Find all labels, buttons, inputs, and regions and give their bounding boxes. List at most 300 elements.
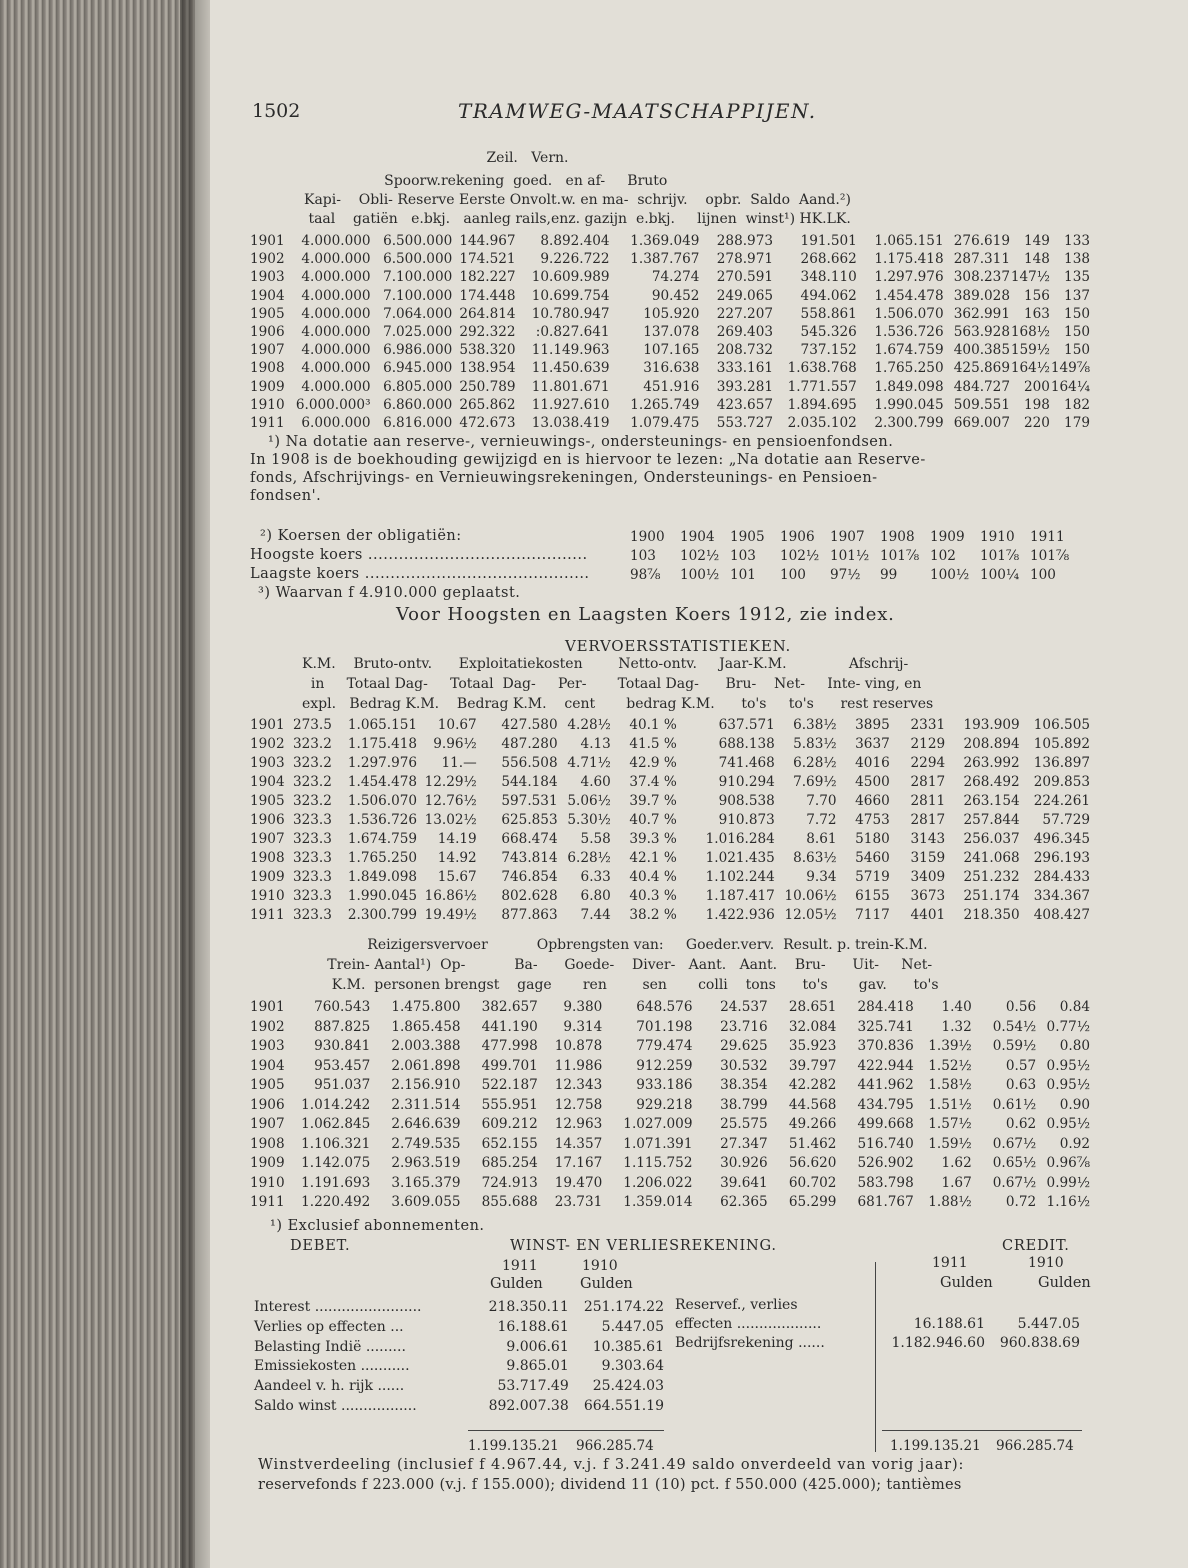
vervoer-row-cell: 1.016.284: [705, 831, 775, 847]
debit-row-cell: 10.385.61: [592, 1338, 664, 1355]
credit-total-b: 966.285.74: [996, 1438, 1074, 1454]
vervoer-row-cell: 257.844: [963, 812, 1020, 828]
capital-header-2: Spoorw.rekening goed. en af- Bruto: [304, 173, 668, 189]
reiziger-row-cell: 29.625: [720, 1038, 768, 1054]
capital-row-cell: 484.727: [953, 378, 1010, 395]
capital-row-cell: 174.521: [459, 251, 516, 268]
capital-row-cell: 7.025.000: [383, 324, 453, 341]
capital-row-cell: 8.892.404: [540, 233, 610, 249]
debit-row-cell: Aandeel v. h. rijk ......: [254, 1378, 405, 1395]
capital-row-cell: 6.986.000: [383, 342, 453, 359]
vervoer-row-cell: 2294: [910, 755, 946, 771]
capital-row-cell: 168½: [1010, 324, 1050, 341]
reiziger-row-cell: 0.57: [1005, 1057, 1037, 1074]
debit-row-cell: 25.424.03: [592, 1378, 664, 1395]
reiziger-header-3: K.M. personen brengst gage ren sen colli tons to's gav. to's: [305, 977, 939, 993]
capital-row: [250, 341, 1090, 359]
reiziger-row-cell: 1910: [250, 1174, 285, 1191]
debit-row-cell: 9.006.61: [506, 1338, 569, 1355]
vervoer-row-cell: 1.065.151: [347, 717, 418, 733]
reiziger-row-cell: 32.084: [788, 1018, 837, 1035]
capital-row-cell: 6.500.000: [383, 251, 453, 268]
reiziger-row-cell: 49.266: [788, 1116, 837, 1132]
reiziger-row-cell: 930.841: [314, 1038, 371, 1054]
capital-row-cell: 287.311: [953, 251, 1010, 268]
vervoer-header-3: expl. Bedrag K.M. Bedrag K.M. cent bedrag K.M. to's to's rest reserves: [302, 696, 934, 712]
vervoer-row-cell: 105.892: [1033, 736, 1090, 752]
capital-row-cell: 150: [1064, 324, 1090, 341]
vervoer-row-cell: 2.300.799: [347, 907, 418, 923]
capital-row-cell: 4.000.000: [301, 378, 371, 395]
capital-row-cell: 264.814: [459, 305, 516, 322]
reiziger-row-cell: 10.878: [554, 1038, 603, 1054]
vervoer-row-cell: 42.1 %: [629, 850, 677, 866]
note-1-line-2: In 1908 is de boekhouding gewijzigd en is hiervoor te lezen: „Na dotatie aan Reserve-: [250, 452, 926, 468]
reiziger-row-cell: 0.90: [1059, 1096, 1090, 1113]
reiziger-row-cell: 929.218: [636, 1096, 693, 1113]
capital-row-cell: 494.062: [800, 287, 857, 304]
reiziger-row-cell: 1.32: [941, 1018, 972, 1035]
vervoer-row-cell: 7117: [855, 907, 890, 923]
reiziger-row-cell: 779.474: [636, 1038, 693, 1054]
capital-row-cell: 150: [1064, 305, 1090, 322]
book-spine: [0, 0, 195, 1568]
reiziger-header-1: Reizigersvervoer Opbrengsten van: Goeder.verv. Result. p. trein-K.M.: [305, 937, 928, 953]
low-label: Laagste koers ............................................: [250, 566, 590, 582]
capital-row-cell: 220: [1024, 415, 1050, 432]
vervoer-row-cell: 251.232: [963, 869, 1020, 885]
vervoer-row-cell: 11.—: [441, 755, 477, 771]
reiziger-row: [250, 1135, 1090, 1155]
credit-row-cell: [885, 1296, 985, 1315]
capital-row-cell: 400.385: [953, 342, 1010, 359]
reiziger-row-cell: 25.575: [720, 1116, 768, 1132]
capital-row-cell: 2.300.799: [874, 415, 944, 432]
debit-row-cell: 16.188.61: [497, 1318, 569, 1335]
debit-row-cell: 892.007.38: [488, 1397, 569, 1414]
capital-row: [250, 323, 1090, 341]
koers-cell: 100½: [930, 567, 970, 583]
koers-cell: 103: [630, 548, 656, 564]
reiziger-row-cell: 30.532: [720, 1057, 768, 1074]
reiziger-row-cell: 1.359.014: [623, 1194, 693, 1210]
vervoer-row-cell: 14.19: [437, 831, 477, 847]
reiziger-row-cell: 56.620: [788, 1155, 837, 1171]
capital-row-cell: 208.732: [716, 342, 773, 359]
vervoer-row-cell: 40.1 %: [629, 717, 677, 733]
capital-row-cell: 138: [1064, 251, 1090, 268]
capital-row-cell: 11.149.963: [531, 342, 610, 359]
capital-row-cell: 6.000.000³: [295, 396, 371, 413]
capital-row-cell: 1.454.478: [874, 287, 944, 304]
high-label: Hoogste koers ...........................................: [250, 547, 588, 563]
koers-cell: 101: [730, 567, 756, 583]
note-1-line-4: fondsen'.: [250, 488, 322, 504]
capital-row-cell: 1911: [250, 415, 285, 432]
capital-row: [250, 414, 1090, 432]
vervoer-row: [250, 811, 1090, 830]
vervoer-row-cell: 556.508: [501, 755, 558, 771]
capital-row-cell: 1.771.557: [787, 378, 857, 395]
reiziger-row-cell: 422.944: [857, 1057, 914, 1074]
debit-row-cell: 9.865.01: [506, 1358, 569, 1375]
vervoer-row: [250, 887, 1090, 906]
reiziger-row-cell: 65.299: [788, 1194, 837, 1210]
vervoer-row-cell: 746.854: [501, 869, 558, 885]
capital-row: [250, 250, 1090, 268]
koers-cell: 1904: [680, 529, 715, 545]
debit-total-a: 1.199.135.21: [468, 1438, 559, 1454]
debit-row-cell: Belasting Indië .........: [254, 1338, 406, 1355]
capital-header-1: Zeil. Vern.: [304, 150, 569, 166]
vervoer-row-cell: 273.5: [292, 717, 332, 733]
reiziger-row-cell: 1911: [250, 1194, 285, 1210]
reiziger-row-cell: 441.190: [481, 1018, 538, 1035]
reiziger-row-cell: 648.576: [636, 999, 693, 1015]
reiziger-row-cell: 1.40: [941, 999, 972, 1015]
debit-row-cell: 251.174.22: [583, 1299, 664, 1315]
vervoer-row-cell: 427.580: [501, 717, 558, 733]
vervoer-row-cell: 4.60: [580, 774, 611, 790]
vervoer-row-cell: 408.427: [1033, 907, 1090, 923]
capital-row: [250, 268, 1090, 286]
vervoer-row-cell: 4500: [855, 774, 890, 790]
capital-row-cell: 276.619: [953, 233, 1010, 249]
vervoer-row-cell: 57.729: [1042, 812, 1090, 828]
vervoer-row-cell: 3895: [855, 717, 890, 733]
koers-cell: 97½: [830, 567, 861, 583]
reiziger-row-cell: 1.52½: [928, 1057, 972, 1074]
vervoer-row: [250, 830, 1090, 849]
reiziger-row-cell: 1906: [250, 1096, 285, 1113]
vervoer-row-cell: 40.3 %: [629, 888, 677, 904]
reiziger-row-cell: 284.418: [857, 999, 914, 1015]
capital-row-cell: 7.100.000: [383, 287, 453, 304]
capital-row-cell: 174.448: [459, 287, 516, 304]
capital-row-cell: 423.657: [716, 396, 773, 413]
capital-row-cell: 278.971: [716, 251, 773, 268]
reiziger-row-cell: 9.314: [563, 1018, 603, 1035]
koers-cell: 103: [730, 548, 756, 564]
vervoer-header-2: in Totaal Dag- Totaal Dag- Per- Totaal Dag- Bru- Net- Inte- ving, en: [302, 676, 922, 692]
capital-row-cell: 1905: [250, 305, 285, 322]
capital-row-cell: 563.928: [953, 324, 1010, 341]
capital-row-cell: 179: [1064, 415, 1090, 432]
vervoer-row-cell: 323.3: [292, 869, 332, 885]
capital-row-cell: 6.000.000: [301, 415, 371, 432]
reiziger-row: [250, 1154, 1090, 1174]
reiziger-row-cell: 724.913: [481, 1174, 538, 1191]
vervoer-row: [250, 773, 1090, 792]
capital-row-cell: 159½: [1010, 342, 1050, 359]
reiziger-row-cell: 0.72: [1005, 1194, 1037, 1210]
debit-row-cell: 9.303.64: [601, 1358, 664, 1375]
reiziger-row-cell: 0.67½: [992, 1135, 1037, 1152]
vervoer-row-cell: 1.021.435: [705, 850, 775, 866]
vervoer-row-cell: 4401: [910, 907, 946, 923]
koers-cell: 102: [930, 548, 956, 564]
credit-row-cell: 16.188.61: [913, 1316, 985, 1332]
closing-line-2: reservefonds f 223.000 (v.j. f 155.000); dividend 11 (10) pct. f 550.000 (425.000); tantièmes: [258, 1477, 962, 1493]
capital-row-cell: 669.007: [953, 415, 1010, 432]
capital-row-cell: 1.765.250: [874, 360, 944, 377]
vervoer-row-cell: 4.13: [580, 736, 611, 752]
vervoer-row-cell: 323.3: [292, 888, 332, 904]
reiziger-row-cell: 1.206.022: [623, 1174, 693, 1191]
debit-row-cell: 53.717.49: [497, 1378, 569, 1395]
reiziger-row-cell: 2.749.535: [391, 1135, 461, 1152]
reiziger-row-cell: 0.96⅞: [1046, 1155, 1090, 1171]
capital-row-cell: 545.326: [800, 324, 857, 341]
reiziger-row: [250, 1174, 1090, 1194]
credit-row: [675, 1315, 1080, 1334]
page-number: 1502: [252, 100, 301, 122]
vervoer-row-cell: 323.3: [292, 812, 332, 828]
vervoer-row-cell: 106.505: [1033, 717, 1090, 733]
vervoer-row-cell: 5460: [855, 850, 890, 866]
capital-row-cell: 4.000.000: [301, 342, 371, 359]
vervoer-row-cell: 41.5 %: [629, 736, 677, 752]
reiziger-row-cell: 11.986: [554, 1057, 603, 1074]
reiziger-row-cell: 44.568: [788, 1096, 837, 1113]
vervoer-row-cell: 1.422.936: [705, 907, 775, 923]
koers-cell: 1906: [780, 529, 815, 545]
vervoer-row-cell: 296.193: [1033, 850, 1090, 866]
capital-row-cell: 7.064.000: [383, 305, 453, 322]
vervoer-row-cell: 3637: [855, 736, 890, 752]
capital-row-cell: 163: [1024, 305, 1050, 322]
vervoer-row-cell: 6.80: [580, 888, 611, 904]
debit-row-cell: Verlies op effecten ...: [254, 1318, 404, 1335]
reiziger-header-2: Trein- Aantal¹) Op- Ba- Goede- Diver- Aant. Aant. Bru- Uit- Net-: [305, 957, 933, 973]
capital-row-cell: 1907: [250, 342, 285, 359]
capital-row-cell: 292.322: [459, 324, 516, 341]
credit-year-a: 1911: [932, 1255, 968, 1271]
credit-table: [675, 1296, 1080, 1353]
vervoer-row-cell: 193.909: [963, 717, 1020, 733]
vervoer-row-cell: 496.345: [1033, 831, 1090, 847]
vervoer-row-cell: 5.58: [580, 831, 611, 847]
capital-row-cell: 1.297.976: [874, 269, 944, 286]
koers-cell: 1900: [630, 529, 665, 545]
capital-row-cell: 425.869: [953, 360, 1010, 377]
vervoer-row-cell: 4016: [855, 755, 890, 771]
reiziger-row-cell: 1903: [250, 1038, 285, 1054]
credit-total-a: 1.199.135.21: [890, 1438, 981, 1454]
vervoer-row-cell: 637.571: [718, 717, 775, 733]
reiziger-footnote: ¹) Exclusief abonnementen.: [270, 1218, 485, 1234]
vervoer-row-cell: 38.2 %: [629, 907, 677, 923]
vervoer-row-cell: 12.76½: [424, 793, 477, 809]
vervoer-row-cell: 6.38½: [793, 717, 837, 733]
reiziger-table: [250, 998, 1090, 1213]
koers-cell: 1910: [980, 529, 1015, 545]
capital-row-cell: 137.078: [643, 324, 700, 341]
credit-unit-b: Gulden: [1038, 1275, 1091, 1291]
capital-row-cell: 74.274: [651, 269, 700, 286]
debit-row: [254, 1377, 664, 1397]
vervoer-row-cell: 334.367: [1033, 888, 1090, 904]
capital-row-cell: 553.727: [716, 415, 773, 432]
vervoer-row-cell: 40.7 %: [629, 812, 677, 828]
credit-year-b: 1910: [1028, 1255, 1064, 1271]
vervoer-row-cell: 6.28½: [567, 850, 611, 866]
vervoer-row-cell: 908.538: [718, 793, 775, 809]
reiziger-row-cell: 526.902: [857, 1155, 914, 1171]
debit-table: [254, 1298, 664, 1417]
capital-row-cell: 393.281: [716, 378, 773, 395]
debit-row: [254, 1318, 664, 1338]
capital-row-cell: 164½: [1010, 360, 1050, 377]
vervoer-row-cell: 251.174: [963, 888, 1020, 904]
capital-row-cell: :0.827.641: [535, 324, 610, 341]
vervoer-row-cell: 2817: [910, 812, 946, 828]
capital-row-cell: 265.862: [459, 396, 516, 413]
vervoer-row-cell: 3409: [910, 869, 946, 885]
capital-row-cell: 288.973: [716, 233, 773, 249]
koers-cell: 102½: [680, 548, 720, 564]
capital-row-cell: 11.450.639: [531, 360, 610, 377]
debet-label: DEBET.: [290, 1238, 351, 1254]
vervoer-row: [250, 849, 1090, 868]
capital-row-cell: 133: [1064, 233, 1090, 249]
vervoer-row-cell: 268.492: [963, 774, 1020, 790]
vervoer-row-cell: 9.96½: [433, 736, 477, 752]
vervoer-row-cell: 668.474: [501, 831, 558, 847]
vervoer-row-cell: 6155: [855, 888, 890, 904]
koers-cell: 1908: [880, 529, 915, 545]
reiziger-row-cell: 28.651: [788, 999, 837, 1015]
vervoer-row-cell: 218.350: [963, 907, 1020, 923]
credit-label: CREDIT.: [1002, 1238, 1070, 1254]
reiziger-row-cell: 35.923: [788, 1038, 837, 1054]
capital-row-cell: 1909: [250, 378, 285, 395]
vervoer-row-cell: 7.72: [806, 812, 837, 828]
credit-row: [675, 1296, 1080, 1315]
reiziger-row-cell: 887.825: [314, 1018, 371, 1035]
vervoer-row-cell: 5.30½: [567, 812, 611, 828]
debit-row: [254, 1338, 664, 1358]
koers-cell: 1905: [730, 529, 765, 545]
vervoer-row-cell: 5180: [855, 831, 890, 847]
capital-row-cell: 316.638: [643, 360, 700, 377]
reiziger-row: [250, 1057, 1090, 1077]
credit-row-cell: Bedrijfsrekening ......: [675, 1335, 825, 1351]
capital-row-cell: 137: [1064, 287, 1090, 304]
vervoer-title: VERVOERSSTATISTIEKEN.: [565, 637, 792, 655]
vervoer-row-cell: 10.67: [437, 717, 477, 733]
reiziger-row-cell: 3.609.055: [391, 1194, 461, 1210]
reiziger-row-cell: 434.795: [857, 1096, 914, 1113]
vervoer-row-cell: 1906: [250, 812, 285, 828]
reiziger-row-cell: 30.926: [720, 1155, 768, 1171]
vervoer-row-cell: 208.894: [963, 736, 1020, 752]
vervoer-row-cell: 15.67: [437, 869, 477, 885]
capital-row-cell: 509.551: [953, 396, 1010, 413]
reiziger-row-cell: 1.220.492: [301, 1194, 371, 1210]
koers-cell: 100½: [680, 567, 720, 583]
vervoer-row-cell: 42.9 %: [629, 755, 677, 771]
reiziger-row-cell: 1.062.845: [301, 1116, 371, 1132]
credit-row-cell: Reservef., verlies: [675, 1297, 798, 1313]
reiziger-row-cell: 0.54½: [992, 1018, 1037, 1035]
debit-row-cell: Interest ........................: [254, 1299, 422, 1315]
reiziger-row-cell: 0.61½: [992, 1096, 1037, 1113]
vervoer-row-cell: 263.992: [963, 755, 1020, 771]
capital-row-cell: 6.860.000: [383, 396, 453, 413]
reiziger-row: [250, 1115, 1090, 1135]
reiziger-row-cell: 0.67½: [992, 1174, 1037, 1191]
credit-row-cell: 960.838.69: [999, 1335, 1080, 1351]
capital-row-cell: 198: [1024, 396, 1050, 413]
vervoer-row-cell: 1909: [250, 869, 285, 885]
capital-row-cell: 11.801.671: [531, 378, 610, 395]
reiziger-row-cell: 0.56: [1005, 999, 1037, 1015]
vervoer-row: [250, 792, 1090, 811]
note-3: ³) Waarvan f 4.910.000 geplaatst.: [258, 585, 521, 601]
vervoer-row-cell: 1911: [250, 907, 285, 923]
reiziger-row-cell: 953.457: [314, 1057, 371, 1074]
vervoer-row: [250, 716, 1090, 735]
reiziger-row-cell: 1907: [250, 1116, 285, 1132]
koers-cell: 100¼: [980, 567, 1020, 583]
reiziger-row-cell: 441.962: [857, 1077, 914, 1093]
reiziger-row-cell: 1.115.752: [623, 1155, 693, 1171]
reiziger-row-cell: 27.347: [720, 1135, 768, 1152]
capital-row-cell: 2.035.102: [787, 415, 857, 432]
reiziger-row-cell: 1909: [250, 1155, 285, 1171]
reiziger-row-cell: 1.014.242: [301, 1096, 371, 1113]
koers-cell: 100: [780, 567, 806, 583]
debit-unit-b: Gulden: [580, 1276, 633, 1292]
reiziger-row-cell: 38.354: [720, 1077, 768, 1093]
reiziger-row-cell: 39.797: [788, 1057, 837, 1074]
reiziger-row-cell: 681.767: [857, 1194, 914, 1210]
reiziger-row-cell: 652.155: [481, 1135, 538, 1152]
reiziger-row-cell: 12.963: [554, 1116, 603, 1132]
reiziger-row-cell: 382.657: [481, 999, 538, 1015]
reiziger-row-cell: 38.799: [720, 1096, 768, 1113]
vervoer-row-cell: 7.44: [580, 907, 611, 923]
reiziger-row-cell: 0.59½: [992, 1038, 1037, 1054]
reiziger-row-cell: 370.836: [857, 1038, 914, 1054]
reiziger-row-cell: 701.198: [636, 1018, 693, 1035]
koers-cell: 101⅞: [1030, 548, 1070, 564]
reiziger-row-cell: 609.212: [481, 1116, 538, 1132]
reiziger-row-cell: 0.62: [1005, 1116, 1037, 1132]
reiziger-row-cell: 0.92: [1059, 1135, 1090, 1152]
vervoer-row-cell: 802.628: [501, 888, 558, 904]
capital-row-cell: 558.861: [800, 305, 857, 322]
reiziger-row: [250, 1076, 1090, 1096]
capital-row-cell: 227.207: [716, 305, 773, 322]
vervoer-row-cell: 8.61: [806, 831, 837, 847]
vervoer-row-cell: 1.187.417: [705, 888, 775, 904]
capital-row-cell: 1.265.749: [630, 396, 700, 413]
reiziger-row-cell: 499.668: [857, 1116, 914, 1132]
reiziger-row-cell: 477.998: [481, 1038, 538, 1054]
debit-year-a: 1911: [502, 1258, 538, 1274]
reiziger-row-cell: 24.537: [720, 999, 768, 1015]
vervoer-row-cell: 1910: [250, 888, 285, 904]
vervoer-row-cell: 1904: [250, 774, 285, 790]
capital-row-cell: 1.894.695: [787, 396, 857, 413]
debit-row-cell: Emissiekosten ...........: [254, 1358, 410, 1375]
reiziger-row-cell: 933.186: [636, 1077, 693, 1093]
reiziger-row-cell: 17.167: [554, 1155, 603, 1171]
reiziger-row-cell: 0.95½: [1046, 1057, 1090, 1074]
capital-row-cell: 4.000.000: [301, 269, 371, 286]
